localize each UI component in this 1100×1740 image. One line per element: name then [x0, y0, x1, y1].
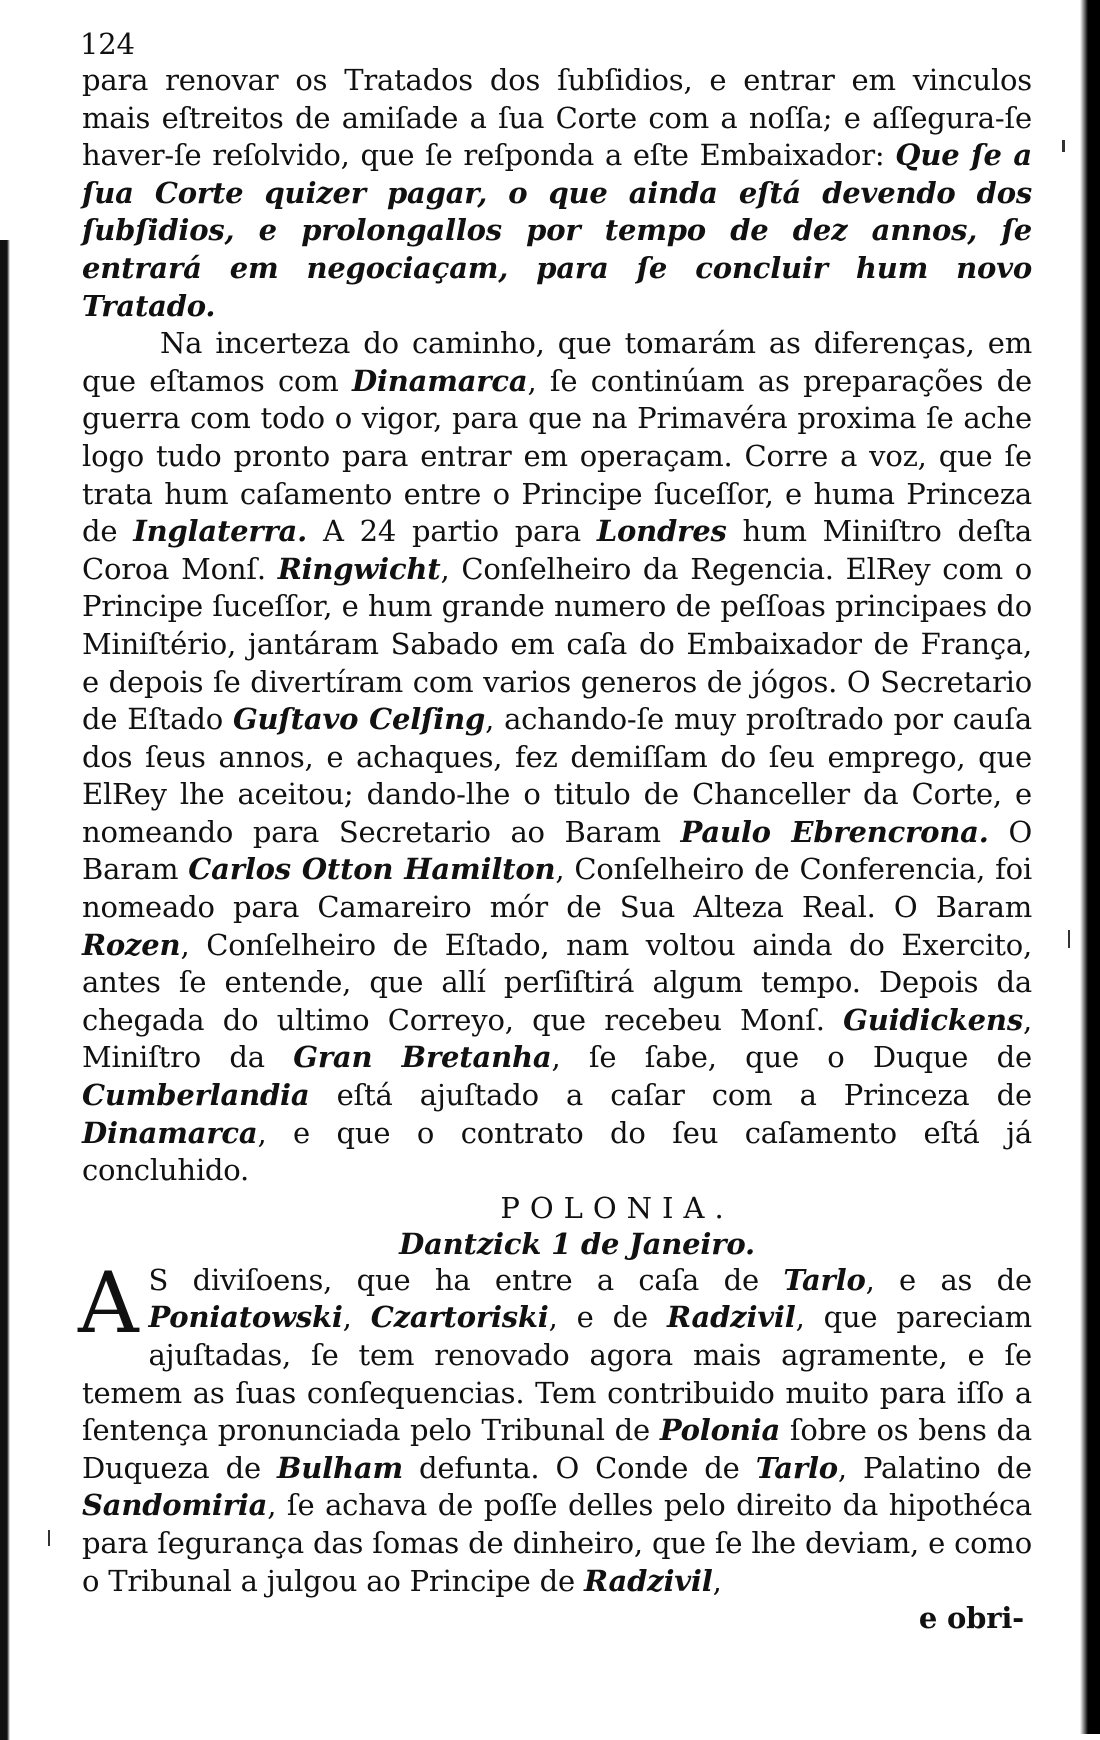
section-heading: POLONIA. — [500, 1190, 734, 1225]
paragraph-text: , — [712, 1563, 722, 1598]
paragraph-text: , achando-ſe muy proſtrado por cauſa dos ſeus annos, e achaques, fez demiſſam do ſeu emprego, que ElRey lhe aceitou; dando-lhe o titulo de Chanceller da Corte, e nomeando para Secretario ao Baram — [82, 702, 1032, 849]
paragraph-text: , ſe achava de poſſe delles pelo direito da hipothéca para ſegurança das ſomas de dinheiro, que ſe lhe deviam, e como o Tribunal a julgou ao Principe de — [82, 1488, 1032, 1598]
paragraph-text: , ſe ſabe, que o Duque de — [551, 1040, 1032, 1075]
italic-name: Paulo Ebrencrona. — [680, 814, 989, 849]
paragraph-text: ſobre os bens da Duqueza de — [82, 1413, 1032, 1485]
paragraph-poland — [78, 1253, 1032, 1600]
italic-name: Londres — [596, 514, 727, 549]
paragraph-text: hum Miniſtro deſta Coroa Monſ. — [82, 514, 1032, 586]
italic-name: Guidickens — [843, 1002, 1023, 1037]
left-scan-edge — [0, 240, 10, 1740]
italic-name: Carlos Otton Hamilton — [188, 852, 556, 887]
paragraph-text: , ſe continúam as preparações de guerra com todo o vigor, para que na Primavéra proxima ſe ache logo tudo pronto para entrar em operaçam. Corre a voz, que ſe trata hum caſamento entre o Principe ſuceſſor, e huma Princeza de — [82, 363, 1032, 549]
paragraph-text: A 24 partio para — [322, 514, 581, 549]
paragraph-text: , Miniſtro da — [82, 1002, 1032, 1075]
italic-name: Poniatowski — [148, 1300, 343, 1335]
italic-name: Sandomiria — [82, 1488, 268, 1523]
paragraph-text: , que pareciam ajuſtadas, ſe tem renovado agora mais agramente, e ſe temem as ſuas conſequencias. Tem contribuido muito para iſſo a ſentença pronunciada pelo Tribunal de — [82, 1300, 1032, 1448]
paragraph-sweden-treaty — [82, 62, 1032, 325]
italic-name: Radzivil — [666, 1300, 796, 1335]
scan-speck — [1062, 140, 1065, 152]
paragraph-text: , Conſelheiro da Regencia. ElRey com o Principe ſuceſſor, e hum grande numero de peſſoas principaes do Miniſtério, jantáram Sabado em caſa do Embaixador de França, e depois ſe divertíram com varios generos de jógos. O Secretario de Eſtado — [82, 551, 1032, 737]
italic-name: Rozen — [82, 927, 181, 962]
paragraph-text: defunta. O Conde de — [419, 1450, 740, 1485]
paragraph-text: , — [342, 1300, 352, 1335]
italic-name: Bulham — [276, 1450, 403, 1485]
page-number: 124 — [80, 27, 135, 61]
paragraph-text: O Baram — [82, 814, 1033, 887]
paragraph-news — [82, 325, 1032, 1190]
italic-name: Gran Bretanha — [293, 1040, 552, 1075]
italic-name: Ringwicht — [277, 551, 441, 586]
italic-name: Cumberlandia — [82, 1078, 310, 1113]
paragraph-text: eſtá ajuſtado a caſar com a Princeza de — [336, 1078, 1032, 1113]
italic-name: Czartoriski — [370, 1300, 549, 1335]
drop-cap: A — [78, 1253, 139, 1352]
italic-quote: Que ſe a ſua Corte quizer pagar, o que ainda eſtá devendo dos ſubſidios, e prolongallos por tempo de dez annos, ſe entrará em negociaçam, para ſe concluir hum novo Tratado. — [82, 138, 1032, 323]
paragraph-text: , Conſelheiro de Conferencia, foi nomeado para Camareiro mór de Sua Alteza Real. O Baram — [82, 852, 1032, 925]
paragraph-text: , e as de — [865, 1262, 1032, 1297]
italic-name: Dinamarca — [351, 363, 528, 398]
catchword: e obri- — [918, 1601, 1024, 1636]
paragraph-text: , Palatino de — [837, 1450, 1032, 1485]
paragraph-text: , e que o contrato do ſeu caſamento eſtá já concluhido. — [82, 1115, 1032, 1188]
italic-name: Polonia — [659, 1413, 781, 1448]
dateline: Dantzick 1 de Janeiro. — [399, 1226, 755, 1261]
italic-name: Inglaterra. — [133, 514, 308, 549]
paragraph-text: S diviſoens, que ha entre a caſa de — [148, 1262, 759, 1297]
paragraph-text: para renovar os Tratados dos ſubſidios, e entrar em vinculos mais eſtreitos de amiſade a ſua Corte com a noſſa; e aſſegura-ſe haver-ſe reſolvido, que ſe reſponda a eſte Embaixador: — [82, 63, 1032, 173]
italic-name: Tarlo — [783, 1262, 866, 1297]
scan-speck — [1068, 930, 1070, 948]
right-scan-edge — [1076, 0, 1100, 1734]
paragraph-text: , e de — [548, 1300, 648, 1335]
italic-name: Guſtavo Celſing — [232, 702, 486, 737]
italic-name: Radzivil — [583, 1563, 713, 1598]
paragraph-text: , Conſelheiro de Eſtado, nam voltou ainda do Exercito, antes ſe entende, que allí perſiſtirá algum tempo. Depois da chegada do ultimo Correyo, que recebeu Monſ. — [82, 927, 1032, 1037]
scan-speck — [48, 1530, 50, 1546]
text-column — [78, 26, 1033, 1638]
italic-name: Tarlo — [755, 1450, 838, 1485]
italic-name: Dinamarca — [82, 1115, 258, 1150]
paragraph-text: Na incerteza do caminho, que tomarám as diferenças, em que eſtamos com — [82, 326, 1032, 398]
